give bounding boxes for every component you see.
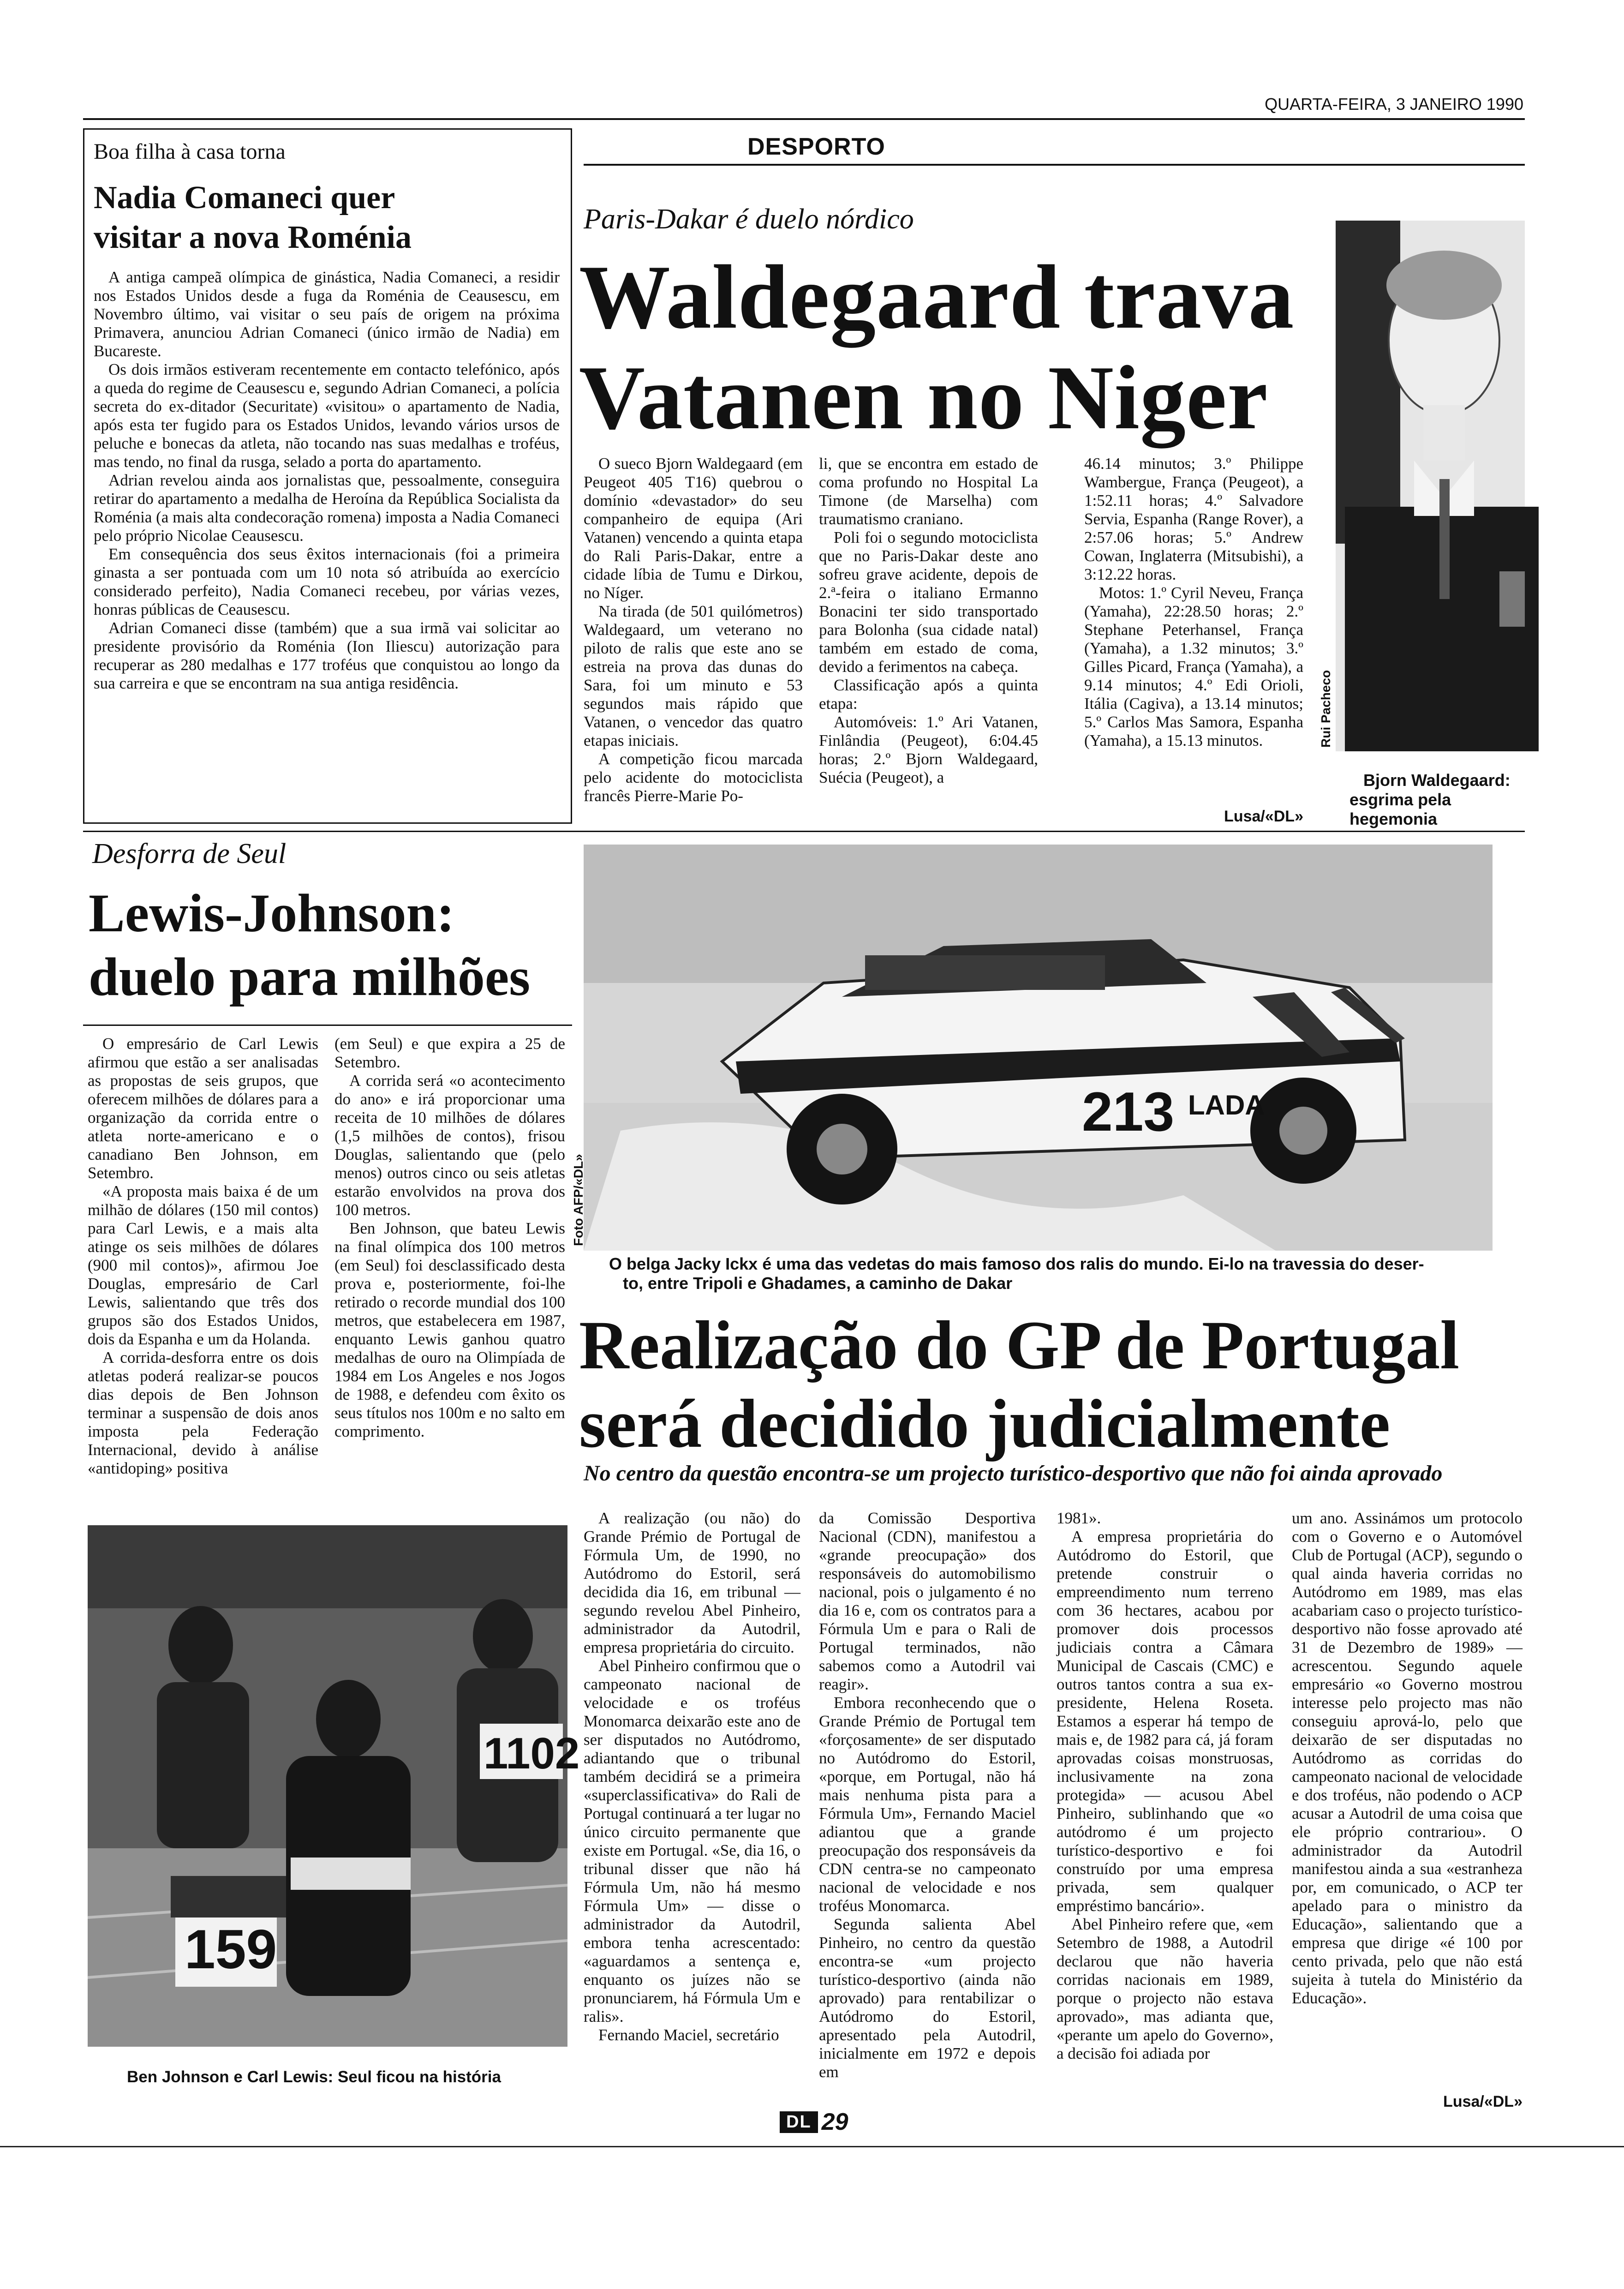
footer-folio: [780, 2109, 848, 2135]
lewis-rule: [83, 1025, 572, 1026]
bib-number-left: 159: [185, 1918, 277, 1980]
gp-column-1: [584, 1509, 800, 2123]
paragraph: Ben Johnson, que bateu Lewis na final olímpica dos 100 metros (em Seul) foi desclassificado desta prova e, posteriormente, foi-lhe retirado o recorde mundial dos 100 metros, que estabelecera em 1987, enquanto Lewis ganhou quatro medalhas de ouro na Olimpíada de 1984 em Los Angeles e nos Jogos de 1988, e defendeu com êxito os seus títulos nos 100m e no salto em comprimento.: [334, 1219, 565, 1440]
rally-image: [584, 845, 1493, 1251]
gp-column-2: [819, 1509, 1036, 2123]
paragraph: (em Seul) e que expira a 25 de Setembro.: [334, 1035, 565, 1071]
portrait-caption-line-2: esgrima pela hegemonia: [1349, 790, 1451, 828]
waldegaard-portrait-image: [1336, 221, 1525, 751]
paragraph: Fernando Maciel, secretário: [598, 2026, 779, 2044]
rally-photo-caption: [609, 1254, 1525, 1293]
lewis-headline-line-1: Lewis-Johnson:: [89, 883, 455, 943]
gp-column-4: [1292, 1509, 1522, 2091]
dakar-headline-line-1: Waldegaard trava: [579, 246, 1295, 348]
dakar-headline: [579, 247, 1294, 448]
gp-column-3: [1057, 1509, 1273, 2123]
dl-logo: DL: [780, 2111, 818, 2133]
paragraph: Abel Pinheiro refere que, «em Setembro de 1988, a Autodril declarou que não haveria corridas nacionais em 1989, porque o projecto não estava aprovado», mas adianta que, «perante um apelo do Governo», a decisão foi adiada por: [1057, 1915, 1273, 2062]
dakar-signature: Lusa/«DL»: [1224, 808, 1303, 825]
rally-photo-caption-line-2: to, entre Tripoli e Ghadames, a caminho de Dakar: [623, 1274, 1013, 1293]
gp-subtitle: No centro da questão encontra-se um projecto turístico-desportivo que não foi ainda aprovado: [584, 1461, 1443, 1486]
rally-car-brand: LADA: [1188, 1090, 1265, 1121]
dakar-headline-line-2: Vatanen no Niger: [579, 347, 1268, 448]
paragraph: Adrian Comaneci disse (também) que a sua irmã vai solicitar ao presidente provisório da Roménia (Ion Iliescu) autorização para recuperar as 280 medalhas e 177 troféus que conquistou ao longo da sua carreira e que se encontram na sua antiga residência.: [94, 619, 560, 692]
bib-number-right: 1102: [484, 1729, 580, 1778]
rally-photo-credit: Foto AFP/«DL»: [571, 1154, 585, 1246]
lewis-column-2: [334, 1035, 565, 1510]
paragraph: Motos: 1.º Cyril Neveu, França (Yamaha), 22:28.50 horas; 2.º Stephane Peterhansel, França (Yamaha), a 1.32 minutos; 3.º Gilles Picard, França (Yamaha), a 9.14 minutos; 4.º Edi Orioli, Itália (Cagiva), a 13.14 minutos; 5.º Carlos Mas Samora, Espanha (Yamaha), a 15.13 minutos.: [1084, 584, 1303, 749]
page-number: 29: [821, 2109, 848, 2135]
dakar-column-1: [584, 455, 803, 810]
lewis-headline-line-2: duelo para milhões: [89, 947, 531, 1007]
paragraph: Automóveis: 1.º Ari Vatanen, Finlândia (Peugeot), 6:04.45 horas; 2.º Bjorn Waldegaard, Suécia (Peugeot), a: [819, 713, 1038, 786]
paragraph: 1981».: [1057, 1509, 1101, 1527]
paragraph: Os dois irmãos estiveram recentemente em contacto telefónico, após a queda do regime de Ceausescu e, segundo Adrian Comaneci, a polícia secreta do ex-ditador (Securitate) «visitou» o apartamento de Nadia, após esta ter fugido para os Estados Unidos, levando vários ursos de peluche e bonecas da atleta, não tocando nas suas medalhas e troféus, mas tendo, no final da rusga, selado a porta do apartamento.: [94, 360, 560, 471]
portrait-caption: [1349, 771, 1525, 829]
gp-headline-line-1: Realização do GP de Portugal: [579, 1307, 1460, 1384]
section-label: DESPORTO: [747, 133, 885, 160]
paragraph: li, que se encontra em estado de coma profundo no Hospital La Timone (de Marselha) com traumatismo craniano.: [819, 455, 1038, 528]
dakar-column-2: [819, 455, 1038, 810]
sprinters-caption: Ben Johnson e Carl Lewis: Seul ficou na história: [127, 2068, 501, 2086]
rally-photo-caption-line-1: O belga Jacky Ickx é uma das vedetas do mais famoso dos ralis do mundo. Ei-lo na travessia do deser-: [609, 1254, 1424, 1273]
lewis-kicker: Desforra de Seul: [92, 838, 287, 869]
paragraph: O sueco Bjorn Waldegaard (em Peugeot 405 T16) quebrou o domínio «devastador» do seu companheiro de equipa (Ari Vatanen) vencendo a quinta etapa do Rali Paris-Dakar, entre a cidade líbia de Tumu e Dirkou, no Níger.: [584, 455, 803, 602]
portrait-caption-line-1: Bjorn Waldegaard:: [1363, 771, 1511, 790]
paragraph: A antiga campeã olímpica de ginástica, Nadia Comaneci, a residir nos Estados Unidos desde a fuga da Roménia de Ceausescu, em Novembro último, vai visitar o seu país de origem na próxima Primavera, anunciou Adrian Comaneci (único irmão de Nadia) em Bucareste.: [94, 268, 560, 360]
paragraph: Embora reconhecendo que o Grande Prémio de Portugal tem «forçosamente» de ser disputado no Autódromo do Estoril, «porque, em Portugal, não há mais nenhuma pista para a Fórmula Um», Fernando Maciel adiantou que a grande preocupação dos responsáveis da CDN centra-se no campeonato nacional de velocidade e nos troféus Monomarca.: [819, 1694, 1036, 1915]
section-rule: [584, 164, 1525, 166]
paragraph: «A proposta mais baixa é de um milhão de dólares (150 mil contos) para Carl Lewis, e a mais alta atinge os seis milhões de dólares (900 mil contos)», afirmou Joe Douglas, empresário de Carl Lewis, salientando que três dos grupos são dos Estados Unidos, dois da Espanha e um da Holanda.: [88, 1182, 318, 1348]
dakar-column-3: [1084, 455, 1303, 794]
sprinters-photo: [88, 1525, 580, 2047]
comaneci-body: [94, 268, 560, 817]
gp-headline: [579, 1306, 1459, 1463]
paragraph: A corrida-desforra entre os dois atletas poderá realizar-se poucos dias depois de Ben Johnson terminar a suspensão de dois anos imposta pela Federação Internacional, devido à análise «antidoping» positiva: [88, 1348, 318, 1477]
paragraph: Abel Pinheiro confirmou que o campeonato nacional de velocidade e os troféus Monomarca deixarão este ano de ser disputados no Autódromo, adiantando que o tribunal também decidirá se a primeira «superclassificativa» do Rali de Portugal continuará a ter lugar no único circuito permanente que existe em Portugal. «Se, dia 16, o tribunal disser que não há Fórmula Um, não há mesmo Fórmula Um» — disse o administrador da Autodril, embora tenha acrescentado: «aguardamos a sentença e, enquanto os juízes não se pronunciarem, há Fórmula Um e ralis».: [584, 1657, 800, 2025]
sprinters-image: [88, 1525, 567, 2047]
dakar-kicker: Paris-Dakar é duelo nórdico: [584, 204, 914, 235]
paragraph: A realização (ou não) do Grande Prémio de Portugal de Fórmula Um, de 1990, no Autódromo do Estoril, será decidida dia 16, em tribunal — segundo revelou Abel Pinheiro, administrador da Autodril, empresa proprietária do circuito.: [584, 1509, 800, 1656]
footer-rule: [0, 2146, 1624, 2147]
edition-date: QUARTA-FEIRA, 3 JANEIRO 1990: [1265, 95, 1523, 114]
comaneci-box: [83, 128, 572, 824]
paragraph: Adrian revelou ainda aos jornalistas que, pessoalmente, conseguira retirar do apartamento a medalha de Heroína da República Socialista da Roménia (a mais alta condecoração romena) imposta a Nadia Comaneci pelo próprio Nicolae Ceausescu.: [94, 471, 560, 545]
paragraph: A empresa proprietária do Autódromo do Estoril, que pretende construir o empreendimento num terreno com 36 hectares, acabou por promover dois processos judiciais contra a Câmara Municipal de Cascais (CMC) e outros tantos contra a sua ex-presidente, Helena Roseta. Estamos a esperar há tempo de mais e, de 1982 para cá, já foram aprovadas coisas monstruosas, inclusivamente na zona protegida» — acusou Abel Pinheiro, sublinhando que «o autódromo é um projecto turístico-desportivo e foi construído por uma empresa privada, sem qualquer empréstimo bancário».: [1057, 1528, 1273, 1915]
paragraph: A corrida será «o acontecimento do ano» e irá proporcionar uma receita de 10 milhões de dólares (1,5 milhões de contos), frisou Douglas, salientando que (pelo menos) outros cinco ou seis atletas estarão envolvidos na prova dos 100 metros.: [334, 1072, 565, 1219]
header-rule: [83, 118, 1525, 120]
paragraph: Em consequência dos seus êxitos internacionais (foi a primeira ginasta a ser pontuada com um 10 nota só atribuída ao exercício considerado perfeito), Nadia Comaneci recebeu, por várias vezes, honras públicas de Ceausescu.: [94, 545, 560, 618]
gp-signature: Lusa/«DL»: [1443, 2093, 1522, 2110]
paragraph: Segunda salienta Abel Pinheiro, no centro da questão encontra-se «um projecto turístico-desportivo (ainda não aprovado) para rentabilizar o Autódromo do Estoril, apresentado pela Autodril, inicialmente em 1972 e depois em: [819, 1915, 1036, 2081]
lewis-column-1: [88, 1035, 318, 1510]
waldegaard-portrait-photo: [1336, 221, 1525, 751]
gp-headline-line-2: será decidido judicialmente: [579, 1385, 1391, 1462]
paragraph: um ano. Assinámos um protocolo com o Governo e o Automóvel Club de Portugal (ACP), segundo o qual ainda haveria corridas no Autódromo em 1989, mas elas acabariam caso o projecto turístico-desportivo não fosse aprovado até 31 de Dezembro de 1989» — acrescentou. Segundo aquele empresário «o Governo mostrou interesse pelo projecto mas não conseguiu aprová-lo, pelo que deixarão de ser disputadas no Autódromo as corridas do campeonato nacional de velocidade e dos troféus, não podendo o ACP acusar a Autodril de uma coisa que ele próprio contrariou». O administrador da Autodril manifestou ainda a sua «estranheza por, em comunicado, o ACP ter apelado para o ministro da Educação», salientando que a empresa que dirige «é 100 por cento privada, pelo que não está sujeita à tutela do Ministério da Educação».: [1292, 1509, 1522, 2007]
mid-rule: [83, 831, 1525, 832]
comaneci-kicker: Boa filha à casa torna: [94, 139, 286, 164]
paragraph: A competição ficou marcada pelo acidente do motociclista francês Pierre-Marie Po-: [584, 750, 803, 805]
portrait-credit: Rui Pacheco: [1319, 670, 1333, 748]
paragraph: 46.14 minutos; 3.º Philippe Wambergue, França (Peugeot), a 1:52.11 horas; 4.º Salvadore Servia, Espanha (Range Rover), a 2:57.06 horas; 5.º Andrew Cowan, Inglaterra (Mitsubishi), a 3:12.22 horas.: [1084, 455, 1303, 583]
lewis-headline: [89, 881, 530, 1009]
comaneci-title-line-1: Nadia Comaneci quer: [94, 180, 395, 216]
paragraph: Classificação após a quinta etapa:: [819, 676, 1038, 713]
paragraph: O empresário de Carl Lewis afirmou que estão a ser analisadas as propostas de seis grupos, que oferecem milhões de dólares para a organização da corrida entre o atleta norte-americano e o canadiano Ben Johnson, em Setembro.: [88, 1035, 318, 1182]
rally-car-number: 213: [1082, 1081, 1175, 1143]
comaneci-title-line-2: visitar a nova Roménia: [94, 220, 412, 255]
comaneci-title: [94, 178, 412, 258]
rally-photo: [584, 845, 1493, 1251]
paragraph: Poli foi o segundo motociclista que no Paris-Dakar deste ano sofreu grave acidente, depois de 2.ª-feira o italiano Ermanno Bonacini ter sido transportado para Bolonha (sua cidade natal) também em estado de coma, devido a ferimentos na cabeça.: [819, 528, 1038, 676]
paragraph: da Comissão Desportiva Nacional (CDN), manifestou a «grande preocupação» dos responsáveis do automobilismo nacional, pois o julgamento é no dia 16 e, com os contratos para a Fórmula Um e para o Rali de Portugal terminados, não sabemos como a Autodril vai reagir».: [819, 1509, 1036, 1693]
paragraph: Na tirada (de 501 quilómetros) Waldegaard, um veterano no piloto de ralis que este ano se estreia na prova das dunas do Sara, foi um minuto e 53 segundos mais rápido que Vatanen, o vencedor das quatro etapas iniciais.: [584, 602, 803, 749]
